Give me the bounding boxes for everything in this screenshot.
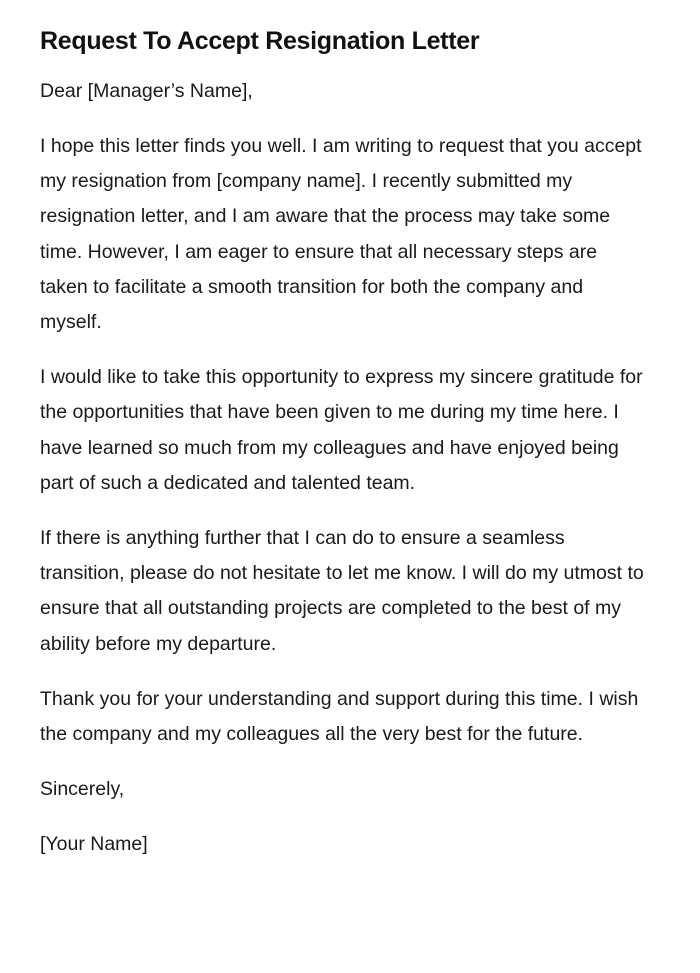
letter-document xyxy=(40,24,650,862)
salutation: Dear [Manager’s Name], xyxy=(40,80,253,102)
paragraph-thanks: Thank you for your understanding and support during this time. I wish the company and my colleagues all the very best for the future. xyxy=(40,687,639,746)
letter-title: Request To Accept Resignation Letter xyxy=(40,27,480,55)
paragraph-transition: If there is anything further that I can do to ensure a seamless transition, please do not hesitate to let me know. I will do my utmost to ensure that all outstanding projects are completed to the best of my ability before my departure. xyxy=(40,527,644,655)
closing: Sincerely, xyxy=(40,778,125,801)
paragraph-gratitude: I would like to take this opportunity to express my sincere gratitude for the opportunities that have been given to me during my time here. I have learned so much from my colleagues and have enjoyed being part of such a dedicated and talented team. xyxy=(40,366,643,494)
signature-placeholder: [Your Name] xyxy=(40,833,148,856)
paragraph-intro: I hope this letter finds you well. I am writing to request that you accept my resignation from [company name]. I recently submitted my resignation letter, and I am aware that the process may take some time. However, I am eager to ensure that all necessary steps are taken to facilitate a smooth transition for both the company and myself. xyxy=(40,135,642,334)
